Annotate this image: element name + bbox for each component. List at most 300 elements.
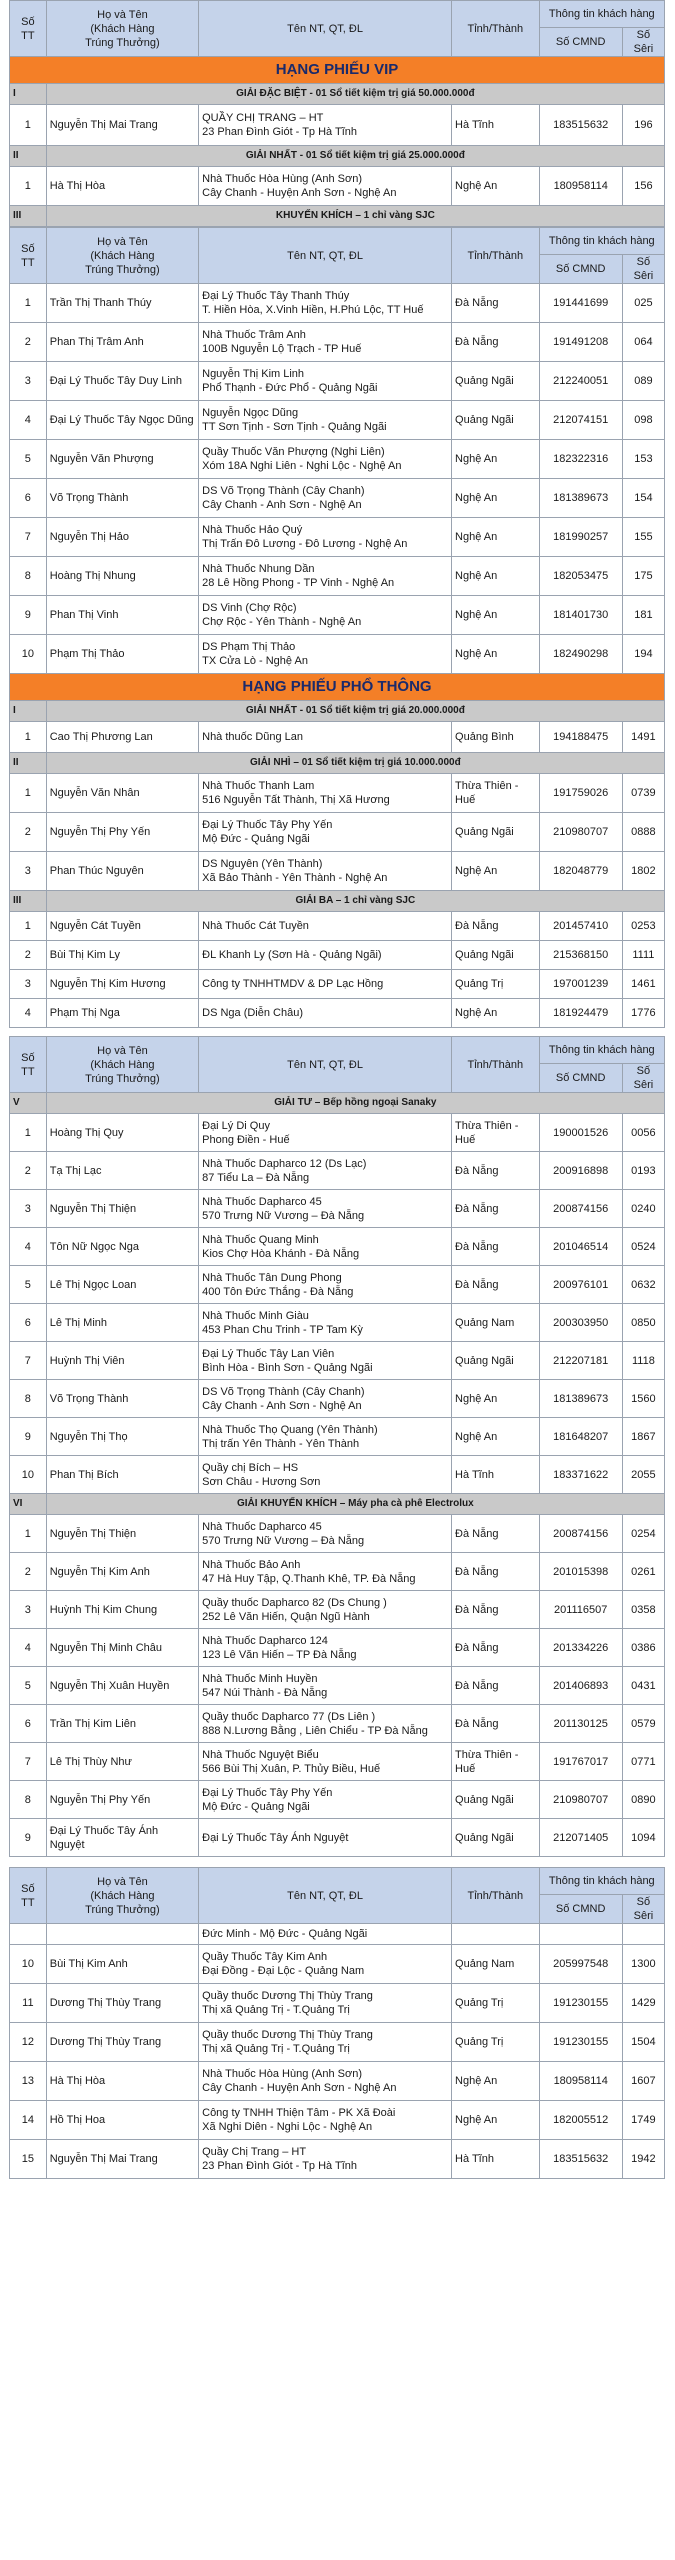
row-seri: 155: [622, 518, 664, 557]
row-shop-name: Nhà Thuốc Tân Dung Phong: [202, 1271, 342, 1284]
row-seri: 0524: [622, 1228, 664, 1266]
row-shop-address: Kios Chợ Hòa Khánh - Đà Nẵng: [202, 1247, 360, 1260]
prize-group-standard-fourth: [10, 1093, 665, 1114]
row-shop-name: Quầy chị Bích – HS: [202, 1461, 299, 1474]
row-shop-address: T. Hiền Hòa, X.Vinh Hiền, H.Phú Lộc, TT Huế: [202, 304, 424, 316]
row-cmnd: 182322316: [539, 440, 622, 479]
row-cmnd: 181401730: [539, 596, 622, 635]
row-customer-name: Phạm Thị Nga: [46, 999, 198, 1028]
row-cmnd: 181648207: [539, 1418, 622, 1456]
row-shop-name: Nhà Thuốc Thanh Lam: [202, 780, 315, 792]
row-stt: 3: [10, 1190, 47, 1228]
row-shop-name: Nhà Thuốc Minh Giàu: [202, 1309, 309, 1322]
row-stt: 1: [10, 284, 47, 323]
section-title: HẠNG PHIẾU PHỔ THÔNG: [10, 674, 665, 701]
row-province: Quảng Ngãi: [452, 813, 540, 852]
row-shop-name: Nhà Thuốc Cát Tuyền: [202, 920, 309, 932]
header-seri: Số Sêri: [622, 1064, 664, 1093]
table-row: [10, 167, 665, 206]
row-seri: 0771: [622, 1743, 664, 1781]
row-customer-name: Nguyễn Thị Minh Châu: [46, 1629, 198, 1667]
header-name-line: Họ và Tên: [97, 235, 148, 248]
row-shop: [199, 2062, 452, 2101]
row-empty-cell: [46, 1924, 198, 1945]
row-shop-address: Cây Chanh - Huyện Anh Sơn - Nghệ An: [202, 2082, 397, 2094]
row-cmnd: 215368150: [539, 941, 622, 970]
row-customer-name: Hà Thị Hòa: [46, 167, 198, 206]
row-shop-name: Nhà Thuốc Minh Huyền: [202, 1672, 318, 1685]
row-customer-name: Tôn Nữ Ngọc Nga: [46, 1228, 198, 1266]
row-stt: 1: [10, 774, 47, 813]
row-shop-address: Xã Nghi Diên - Nghi Lộc - Nghệ An: [202, 2121, 373, 2133]
row-province: Quảng Ngãi: [452, 362, 540, 401]
row-shop: [199, 1553, 452, 1591]
row-shop-name: Nhà Thuốc Nguyệt Biểu: [202, 1748, 319, 1761]
row-customer-name: Bùi Thị Kim Anh: [46, 1945, 198, 1984]
row-customer-name: Nguyễn Thị Phy Yến: [46, 813, 198, 852]
row-stt: 5: [10, 1667, 47, 1705]
row-shop-name: Đại Lý Thuốc Tây Phy Yến: [202, 1786, 333, 1799]
prize-roman-numeral: III: [10, 206, 47, 227]
header-customer-info: Thông tin khách hàng: [539, 1868, 664, 1895]
row-shop-address: 570 Trưng Nữ Vương – Đà Nẵng: [202, 1534, 365, 1547]
row-customer-name: Tạ Thị Lạc: [46, 1152, 198, 1190]
row-shop: [199, 1418, 452, 1456]
row-shop: [199, 2023, 452, 2062]
row-province: Quảng Bình: [452, 722, 540, 753]
row-province: Nghệ An: [452, 2062, 540, 2101]
row-seri: 025: [622, 284, 664, 323]
row-shop: [199, 596, 452, 635]
row-cmnd: 200303950: [539, 1304, 622, 1342]
row-province: Quảng Nam: [452, 1304, 540, 1342]
prize-table-page-1b: [9, 227, 665, 1028]
row-stt: 7: [10, 1342, 47, 1380]
row-seri: 0431: [622, 1667, 664, 1705]
row-cmnd: 201015398: [539, 1553, 622, 1591]
table-row: [10, 2140, 665, 2179]
row-seri: 0632: [622, 1266, 664, 1304]
row-shop-name: Nhà Thuốc Nhung Dần: [202, 563, 315, 575]
prize-title: GIẢI NHẤT - 01 Sổ tiết kiệm trị giá 20.000.000đ: [46, 701, 664, 722]
row-shop-address: Mộ Đức - Quảng Ngãi: [202, 1800, 310, 1813]
row-empty-cell: [539, 1924, 622, 1945]
row-shop: [199, 440, 452, 479]
row-shop-name: DS Võ Trọng Thành (Cây Chanh): [202, 1385, 365, 1398]
header-province: Tỉnh/Thành: [452, 1037, 540, 1093]
header-customer-info: Thông tin khách hàng: [539, 228, 664, 255]
table-row: [10, 1743, 665, 1781]
row-stt: 3: [10, 970, 47, 999]
table-row: [10, 941, 665, 970]
row-cmnd: 182053475: [539, 557, 622, 596]
table-row: [10, 284, 665, 323]
header-customer-info: Thông tin khách hàng: [539, 1, 664, 28]
row-shop: [199, 1781, 452, 1819]
row-province: Nghệ An: [452, 635, 540, 674]
row-customer-name: Đại Lý Thuốc Tây Ngọc Dũng: [46, 401, 198, 440]
table-header-row: [10, 1, 665, 28]
row-stt: 5: [10, 440, 47, 479]
table-row: [10, 1418, 665, 1456]
prize-results-document: [9, 0, 665, 2179]
row-shop-name: Đại Lý Di Quy: [202, 1119, 270, 1132]
row-cmnd: 183515632: [539, 2140, 622, 2179]
row-province: Đà Nẵng: [452, 1667, 540, 1705]
table-row: [10, 362, 665, 401]
row-stt: 13: [10, 2062, 47, 2101]
row-shop: [199, 1819, 452, 1857]
row-stt: 4: [10, 1228, 47, 1266]
row-seri: 1607: [622, 2062, 664, 2101]
table-row: [10, 323, 665, 362]
row-cmnd: 210980707: [539, 1781, 622, 1819]
row-shop-address: 570 Trưng Nữ Vương – Đà Nẵng: [202, 1209, 365, 1222]
prize-title: GIẢI ĐẶC BIỆT - 01 Sổ tiết kiệm trị giá 50.000.000đ: [46, 84, 664, 105]
row-stt: 10: [10, 635, 47, 674]
row-shop-address: 123 Lê Văn Hiến – TP Đà Nẵng: [202, 1648, 357, 1661]
table-row: [10, 479, 665, 518]
row-shop: [199, 722, 452, 753]
header-seri: Số Sêri: [622, 255, 664, 284]
row-customer-name: Nguyễn Thị Thiện: [46, 1190, 198, 1228]
row-shop-address: 47 Hà Huy Tập, Q.Thanh Khê, TP. Đà Nẵng: [202, 1572, 416, 1585]
table-row: [10, 813, 665, 852]
row-seri: 154: [622, 479, 664, 518]
row-customer-name: Nguyễn Thị Thiện: [46, 1515, 198, 1553]
row-seri: 2055: [622, 1456, 664, 1494]
table-row: [10, 1819, 665, 1857]
row-stt: 2: [10, 941, 47, 970]
row-province: Quảng Ngãi: [452, 941, 540, 970]
header-customer-info: Thông tin khách hàng: [539, 1037, 664, 1064]
table-row: [10, 1228, 665, 1266]
row-stt: 3: [10, 1591, 47, 1629]
prize-title: KHUYẾN KHÍCH – 1 chỉ vàng SJC: [46, 206, 664, 227]
row-shop: [199, 1152, 452, 1190]
row-cmnd: 212071405: [539, 1819, 622, 1857]
row-shop-name: Đại Lý Thuốc Tây Lan Viên: [202, 1347, 335, 1360]
row-shop: [199, 105, 452, 146]
row-province: Đà Nẵng: [452, 323, 540, 362]
row-stt: 6: [10, 1304, 47, 1342]
prize-title: GIẢI TƯ – Bếp hồng ngoại Sanaky: [46, 1093, 664, 1114]
row-province: Đà Nẵng: [452, 1228, 540, 1266]
row-cmnd: 200916898: [539, 1152, 622, 1190]
row-cmnd: 181389673: [539, 479, 622, 518]
row-seri: 1776: [622, 999, 664, 1028]
row-cmnd: 212074151: [539, 401, 622, 440]
row-shop-name: DS Phạm Thị Thảo: [202, 641, 296, 653]
row-shop-name: ĐL Khanh Ly (Sơn Hà - Quảng Ngãi): [202, 949, 382, 961]
row-province: Nghệ An: [452, 1380, 540, 1418]
row-shop-address: 87 Tiểu La – Đà Nẵng: [202, 1171, 310, 1184]
row-stt: 3: [10, 362, 47, 401]
row-seri: 0193: [622, 1152, 664, 1190]
row-seri: 181: [622, 596, 664, 635]
prize-roman-numeral: I: [10, 84, 47, 105]
row-shop-address: TX Cửa Lò - Nghệ An: [202, 655, 308, 667]
row-empty-cell: [452, 1924, 540, 1945]
row-seri: 156: [622, 167, 664, 206]
header-stt: Số TT: [10, 1, 47, 57]
row-customer-name: Nguyễn Cát Tuyền: [46, 912, 198, 941]
row-seri: 1111: [622, 941, 664, 970]
row-province: Hà Tĩnh: [452, 2140, 540, 2179]
row-shop-address: 566 Bùi Thị Xuân, P. Thủy Biều, Huế: [202, 1762, 381, 1775]
row-shop-address: 23 Phan Đình Giót - Tp Hà Tĩnh: [202, 126, 358, 138]
row-shop-name: Công ty TNHH Thiện Tâm - PK Xã Đoài: [202, 2107, 396, 2119]
header-stt: Số TT: [10, 228, 47, 284]
row-seri: 0261: [622, 1553, 664, 1591]
row-shop-name: Nguyễn Ngọc Dũng: [202, 407, 299, 419]
row-shop-address: 400 Tôn Đức Thắng - Đà Nẵng: [202, 1285, 354, 1298]
row-cmnd: 205997548: [539, 1945, 622, 1984]
row-seri: 175: [622, 557, 664, 596]
row-shop-address: Cây Chanh - Anh Sơn - Nghệ An: [202, 1399, 362, 1412]
table-row: [10, 1984, 665, 2023]
row-shop: [199, 1667, 452, 1705]
prize-title: GIẢI KHUYẾN KHÍCH – Máy pha cà phê Electrolux: [46, 1494, 664, 1515]
table-row: [10, 2101, 665, 2140]
row-cmnd: 201406893: [539, 1667, 622, 1705]
row-shop-address: Mộ Đức - Quảng Ngãi: [202, 833, 310, 845]
row-stt: 11: [10, 1984, 47, 2023]
header-seri: Số Sêri: [622, 28, 664, 57]
row-shop-address: Xóm 18A Nghi Liên - Nghi Lộc - Nghệ An: [202, 460, 402, 472]
header-cmnd: Số CMND: [539, 255, 622, 284]
row-shop: [199, 1705, 452, 1743]
prize-table-page-3: [9, 1867, 665, 2179]
row-seri: 089: [622, 362, 664, 401]
prize-title: GIẢI NHÌ – 01 Sổ tiết kiệm trị giá 10.000.000đ: [46, 753, 664, 774]
row-shop-name: Nhà Thuốc Bảo Anh: [202, 1558, 301, 1571]
table-row: [10, 1629, 665, 1667]
row-stt: 1: [10, 105, 47, 146]
row-province: Đà Nẵng: [452, 1553, 540, 1591]
row-stt: 14: [10, 2101, 47, 2140]
header-stt: Số TT: [10, 1037, 47, 1093]
row-province: Nghệ An: [452, 518, 540, 557]
row-seri: 0358: [622, 1591, 664, 1629]
row-shop-name: Nhà Thuốc Trâm Anh: [202, 329, 306, 341]
row-stt: 9: [10, 1418, 47, 1456]
prize-group-standard-third: [10, 891, 665, 912]
row-customer-name: Dương Thị Thùy Trang: [46, 1984, 198, 2023]
row-shop-name: DS Võ Trọng Thành (Cây Chanh): [202, 485, 365, 497]
row-customer-name: Đại Lý Thuốc Tây Ánh Nguyệt: [46, 1819, 198, 1857]
prize-roman-numeral: II: [10, 753, 47, 774]
table-row: [10, 1114, 665, 1152]
table-row: [10, 2062, 665, 2101]
row-shop-address: Cây Chanh - Huyện Anh Sơn - Nghệ An: [202, 187, 397, 199]
table-row: [10, 401, 665, 440]
row-shop-name: Quầy thuốc Dương Thị Thùy Trang: [202, 2029, 373, 2041]
row-province: Đà Nẵng: [452, 1705, 540, 1743]
table-gap: [9, 1028, 665, 1036]
prize-group-standard-consolation: [10, 1494, 665, 1515]
row-province: Đà Nẵng: [452, 912, 540, 941]
table-row: [10, 1152, 665, 1190]
row-seri: 1560: [622, 1380, 664, 1418]
row-shop-address: TT Sơn Tịnh - Sơn Tịnh - Quảng Ngãi: [202, 421, 387, 433]
row-shop-name: Quầy Chị Trang – HT: [202, 2146, 307, 2158]
row-shop-address: 547 Núi Thành - Đà Nẵng: [202, 1686, 328, 1699]
header-cmnd: Số CMND: [539, 1895, 622, 1924]
row-shop: [199, 401, 452, 440]
row-province: Thừa Thiên - Huế: [452, 774, 540, 813]
row-seri: 1300: [622, 1945, 664, 1984]
header-name-line: Họ và Tên: [97, 8, 148, 21]
row-customer-name: Phan Thị Bích: [46, 1456, 198, 1494]
row-province: Đà Nẵng: [452, 1190, 540, 1228]
row-stt: 1: [10, 722, 47, 753]
row-stt: 1: [10, 167, 47, 206]
row-shop: [199, 362, 452, 401]
row-cmnd: 182490298: [539, 635, 622, 674]
row-province: Đà Nẵng: [452, 1591, 540, 1629]
row-cmnd: 201334226: [539, 1629, 622, 1667]
row-province: Đà Nẵng: [452, 284, 540, 323]
row-stt: 9: [10, 1819, 47, 1857]
prize-roman-numeral: V: [10, 1093, 47, 1114]
row-stt: 4: [10, 999, 47, 1028]
row-shop-name: Nhà Thuốc Dapharco 45: [202, 1195, 322, 1208]
row-shop-name: Nhà Thuốc Hòa Hùng (Anh Sơn): [202, 2068, 363, 2080]
row-cmnd: 197001239: [539, 970, 622, 999]
row-shop: [199, 813, 452, 852]
row-province: Quảng Ngãi: [452, 1342, 540, 1380]
row-shop-address: Thị Trấn Đô Lương - Đô Lương - Nghệ An: [202, 538, 408, 550]
table-row: [10, 1591, 665, 1629]
row-seri: 1867: [622, 1418, 664, 1456]
header-province: Tỉnh/Thành: [452, 1, 540, 57]
row-province: Thừa Thiên - Huế: [452, 1743, 540, 1781]
row-shop-name: Nguyễn Thị Kim Linh: [202, 368, 305, 380]
row-customer-name: Lê Thị Ngọc Loan: [46, 1266, 198, 1304]
header-shop: Tên NT, QT, ĐL: [199, 1037, 452, 1093]
row-shop-name: Nhà Thuốc Hòa Hùng (Anh Sơn): [202, 173, 363, 185]
row-shop-address: 23 Phan Đình Giót - Tp Hà Tĩnh: [202, 2160, 358, 2172]
table-row: [10, 105, 665, 146]
row-empty-cell: [10, 1924, 47, 1945]
row-cmnd: 200874156: [539, 1190, 622, 1228]
header-name: [46, 1037, 198, 1093]
row-shop: [199, 1304, 452, 1342]
row-shop: [199, 167, 452, 206]
row-shop-name: Quầy thuốc Dương Thị Thùy Trang: [202, 1990, 373, 2002]
row-cmnd: 212207181: [539, 1342, 622, 1380]
row-stt: 6: [10, 1705, 47, 1743]
row-shop-address: Chợ Rộc - Yên Thành - Nghệ An: [202, 616, 362, 628]
row-stt: 10: [10, 1945, 47, 1984]
row-customer-name: Hoàng Thị Quy: [46, 1114, 198, 1152]
row-shop: [199, 1228, 452, 1266]
row-cmnd: 182005512: [539, 2101, 622, 2140]
row-customer-name: Hà Thị Hòa: [46, 2062, 198, 2101]
row-shop: [199, 1945, 452, 1984]
row-shop: [199, 518, 452, 557]
row-cmnd: 191230155: [539, 1984, 622, 2023]
row-shop: [199, 1984, 452, 2023]
prize-title: GIẢI BA – 1 chỉ vàng SJC: [46, 891, 664, 912]
table-header-row: [10, 228, 665, 255]
row-seri: 1094: [622, 1819, 664, 1857]
row-province: Đà Nẵng: [452, 1266, 540, 1304]
header-name-line: (Khách Hàng: [90, 249, 155, 262]
row-shop-address: Cây Chanh - Anh Sơn - Nghệ An: [202, 499, 362, 511]
row-customer-name: Trần Thị Thanh Thúy: [46, 284, 198, 323]
row-shop-name: Nhà Thuốc Quang Minh: [202, 1233, 319, 1246]
header-name-line: Họ và Tên: [97, 1044, 148, 1057]
row-stt: 1: [10, 1515, 47, 1553]
row-customer-name: Nguyễn Thị Kim Hương: [46, 970, 198, 999]
table-row: [10, 722, 665, 753]
table-row: [10, 1190, 665, 1228]
prize-group-vip-consolation: [10, 206, 665, 227]
row-customer-name: Nguyễn Văn Nhân: [46, 774, 198, 813]
row-cmnd: 200874156: [539, 1515, 622, 1553]
row-province: Nghệ An: [452, 596, 540, 635]
header-name-line: (Khách Hàng: [90, 1058, 155, 1071]
row-shop: [199, 1591, 452, 1629]
row-customer-name: Phan Thị Vinh: [46, 596, 198, 635]
row-customer-name: Võ Trọng Thành: [46, 479, 198, 518]
section-title: HẠNG PHIẾU VIP: [10, 57, 665, 84]
row-stt: 15: [10, 2140, 47, 2179]
row-cmnd: 191767017: [539, 1743, 622, 1781]
table-row: [10, 999, 665, 1028]
row-cmnd: 180958114: [539, 167, 622, 206]
row-stt: 2: [10, 1553, 47, 1591]
row-shop: [199, 774, 452, 813]
row-shop-name: Nhà Thuốc Dapharco 45: [202, 1520, 322, 1533]
header-province: Tỉnh/Thành: [452, 228, 540, 284]
row-shop-address: Thị trấn Yên Thành - Yên Thành: [202, 1437, 360, 1450]
header-stt: Số TT: [10, 1868, 47, 1924]
prize-table-page-1: [9, 0, 665, 227]
row-shop-address: 453 Phan Chu Trinh - TP Tam Kỳ: [202, 1323, 363, 1336]
row-seri: 0579: [622, 1705, 664, 1743]
row-stt: 3: [10, 852, 47, 891]
row-seri: 0240: [622, 1190, 664, 1228]
row-shop-address: Xã Bảo Thành - Yên Thành - Nghệ An: [202, 872, 388, 884]
row-shop: [199, 999, 452, 1028]
row-stt: 8: [10, 1781, 47, 1819]
row-shop-name: Quầy Thuốc Tây Kim Anh: [202, 1951, 328, 1963]
header-shop: Tên NT, QT, ĐL: [199, 1, 452, 57]
row-seri: 0386: [622, 1629, 664, 1667]
header-name-line: Trúng Thưởng): [85, 263, 160, 276]
row-customer-name: Hồ Thị Hoa: [46, 2101, 198, 2140]
row-shop-address: Đại Đồng - Đại Lộc - Quảng Nam: [202, 1965, 365, 1977]
row-seri: 064: [622, 323, 664, 362]
header-name: [46, 228, 198, 284]
row-seri: 098: [622, 401, 664, 440]
row-seri: 1461: [622, 970, 664, 999]
table-row: [10, 1705, 665, 1743]
row-cmnd: 191759026: [539, 774, 622, 813]
row-cmnd: 190001526: [539, 1114, 622, 1152]
row-province: Thừa Thiên - Huế: [452, 1114, 540, 1152]
row-stt: 2: [10, 813, 47, 852]
row-shop: [199, 1629, 452, 1667]
row-cmnd: 210980707: [539, 813, 622, 852]
row-seri: 194: [622, 635, 664, 674]
row-shop: [199, 1515, 452, 1553]
row-customer-name: Nguyễn Thị Phy Yến: [46, 1781, 198, 1819]
row-customer-name: Đại Lý Thuốc Tây Duy Linh: [46, 362, 198, 401]
